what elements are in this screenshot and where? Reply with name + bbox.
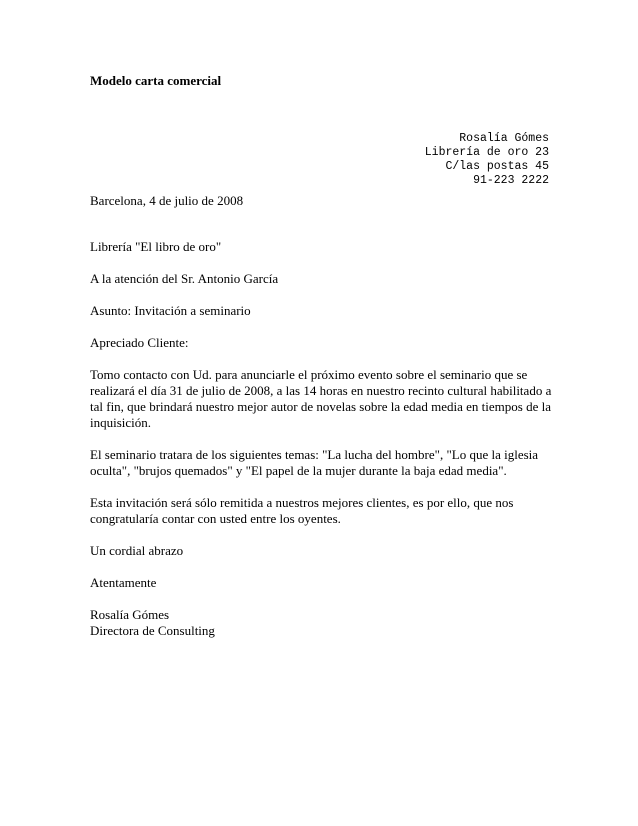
sender-name: Rosalía Gómes	[459, 132, 549, 145]
paragraph-3: Esta invitación será sólo remitida a nuestros mejores clientes, es por ello, que nos congratularía contar con usted entre los oyentes.	[90, 495, 514, 526]
paragraph-2: El seminario tratara de los siguientes temas: "La lucha del hombre", "Lo que la iglesia oculta", "brujos quemados" y "El papel de la mujer durante la baja edad media".	[90, 447, 539, 478]
signoff: Atentamente	[90, 575, 157, 590]
letter-body	[90, 193, 560, 639]
sender-address: C/las postas 45	[445, 160, 549, 173]
greeting: Apreciado Cliente:	[90, 335, 189, 350]
sender-company: Librería de oro 23	[424, 146, 549, 159]
attention-line: A la atención del Sr. Antonio García	[90, 271, 279, 286]
signature-name: Rosalía Gómes	[90, 607, 170, 622]
subject-line: Asunto: Invitación a seminario	[90, 303, 251, 318]
sender-phone: 91-223 2222	[473, 174, 549, 187]
paragraph-1: Tomo contacto con Ud. para anunciarle el próximo evento sobre el seminario que se realizará el día 31 de julio de 2008, a las 14 horas en nuestro recinto cultural habilitado a tal fin, que brindará nuestro mejor autor de novelas sobre la edad media en tiempos de la inquisición.	[90, 367, 552, 430]
signature-title: Directora de Consulting	[90, 623, 215, 638]
sender-block	[425, 132, 549, 188]
letter-date: Barcelona, 4 de julio de 2008	[90, 193, 244, 208]
document-title: Modelo carta comercial	[90, 73, 222, 88]
closing: Un cordial abrazo	[90, 543, 184, 558]
recipient: Librería "El libro de oro"	[90, 239, 222, 254]
